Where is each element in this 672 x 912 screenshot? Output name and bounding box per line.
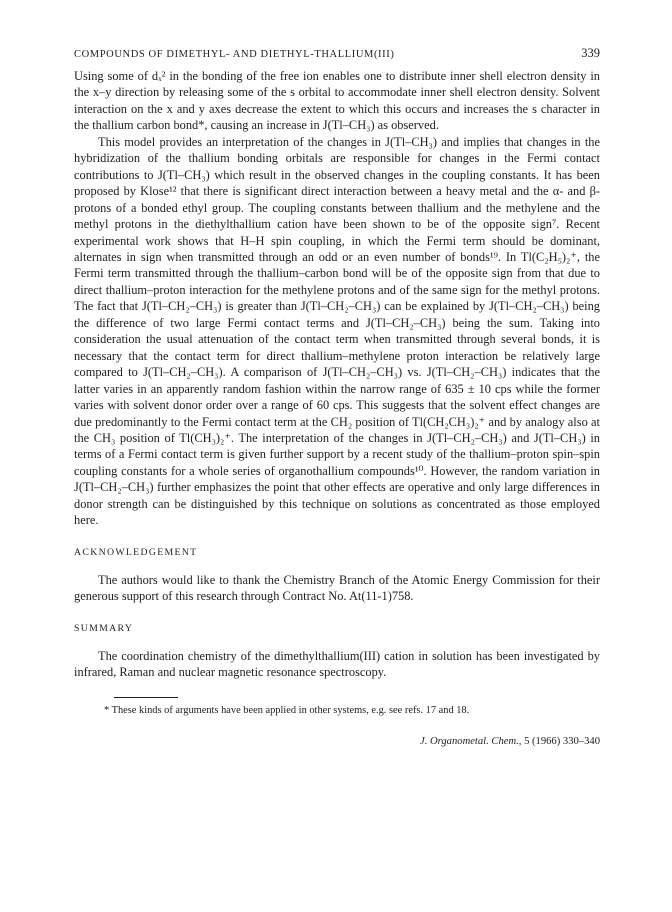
acknowledgement-text: The authors would like to thank the Chemistry Branch of the Atomic Energy Commission for their generous support of this research through Contract No. At(11-1)758. [74,572,600,604]
paragraph-2: This model provides an interpretation of the changes in J(Tl–CH₃) and implies that changes in the hybridization of the thallium bonding orbitals are responsible for changes in the Fermi contact contributions to J(Tl–CH₃) which result in the observed changes in the coupling constants. It has been proposed by Klose¹² that there is significant direct interaction between a heavy metal and the α- and β-protons of a bonded ethyl group. The coupling constants between thallium and the methylene and the methyl protons in the diethylthallium cation have been shown to be of the opposite sign⁷. Recent experimental work shows that H–H spin coupling, in which the Fermi term should be dominant, alternates in sign when transmitted through an odd or an even number of bonds¹⁹. In Tl(C₂H₅)₂⁺, the Fermi term transmitted through the thallium–carbon bond will be of the opposite sign from that due to direct thallium–proton interaction for the methylene protons and of the same sign for the methyl protons. The fact that J(Tl–CH₂–CH₃) is greater than J(Tl–CH₂–CH₃) can be explained by J(Tl–CH₂–CH₃) being the difference of two large Fermi contact terms and J(Tl–CH₂–CH₃) being the sum. Taking into consideration the usual attenuation of the contact term when transmitted through several bonds, it is necessary that the contact term for direct thallium–methylene proton interaction be relatively large compared to J(Tl–CH₂–CH₃). A comparison of J(Tl–CH₂–CH₃) vs. J(Tl–CH₂–CH₃) indicates that the latter varies in an apparently random fashion within the narrow range of 635 ± 10 cps while the former varies with solvent donor order over a range of 60 cps. This suggests that the solvent effect changes are due predominantly to the Fermi contact term at the CH₂ position of Tl(CH₂CH₃)₂⁺ and by analogy also at the CH₃ position of Tl(CH₃)₂⁺. The interpretation of the changes in J(Tl–CH₂–CH₃) and J(Tl–CH₃) in terms of a Fermi contact term is given further support by a recent study of the thallium–proton spin–spin coupling constants for a whole series of organothallium compounds¹⁰. However, the random variation in J(Tl–CH₂–CH₃) further emphasizes the point that other effects are operative and only large differences in donor strength can be distinguished by this technique on solutions as concentrated as those employed here. [74,134,600,528]
journal-page [74,46,600,747]
footnote: * These kinds of arguments have been applied in other systems, e.g. see refs. 17 and 18. [104,704,470,716]
journal-name: J. Organometal. Chem., [420,735,522,747]
journal-volume-year-pages: 5 (1966) 330–340 [521,735,600,747]
footnote-divider [114,697,178,698]
journal-citation [74,736,600,747]
summary-text: The coordination chemistry of the dimethylthallium(III) cation in solution has been investigated by infrared, Raman and nuclear magnetic resonance spectroscopy. [74,648,600,680]
page-number: 339 [581,46,600,60]
acknowledgement-heading: ACKNOWLEDGEMENT [74,546,198,558]
paragraph-1: Using some of dₓ² in the bonding of the free ion enables one to distribute inner shell electron density in the x–y direction by releasing some of the s orbital to accommodate inner shell electron density. Solvent interaction on the x and y axes decrease the extent to which this occurs and increases the s character in the thallium carbon bond*, causing an increase in J(Tl–CH₃) as observed. [74,69,600,133]
running-title: COMPOUNDS OF DIMETHYL- AND DIETHYL-THALLIUM(III) [74,49,395,60]
summary-heading: SUMMARY [74,622,134,634]
page-header [74,46,600,68]
